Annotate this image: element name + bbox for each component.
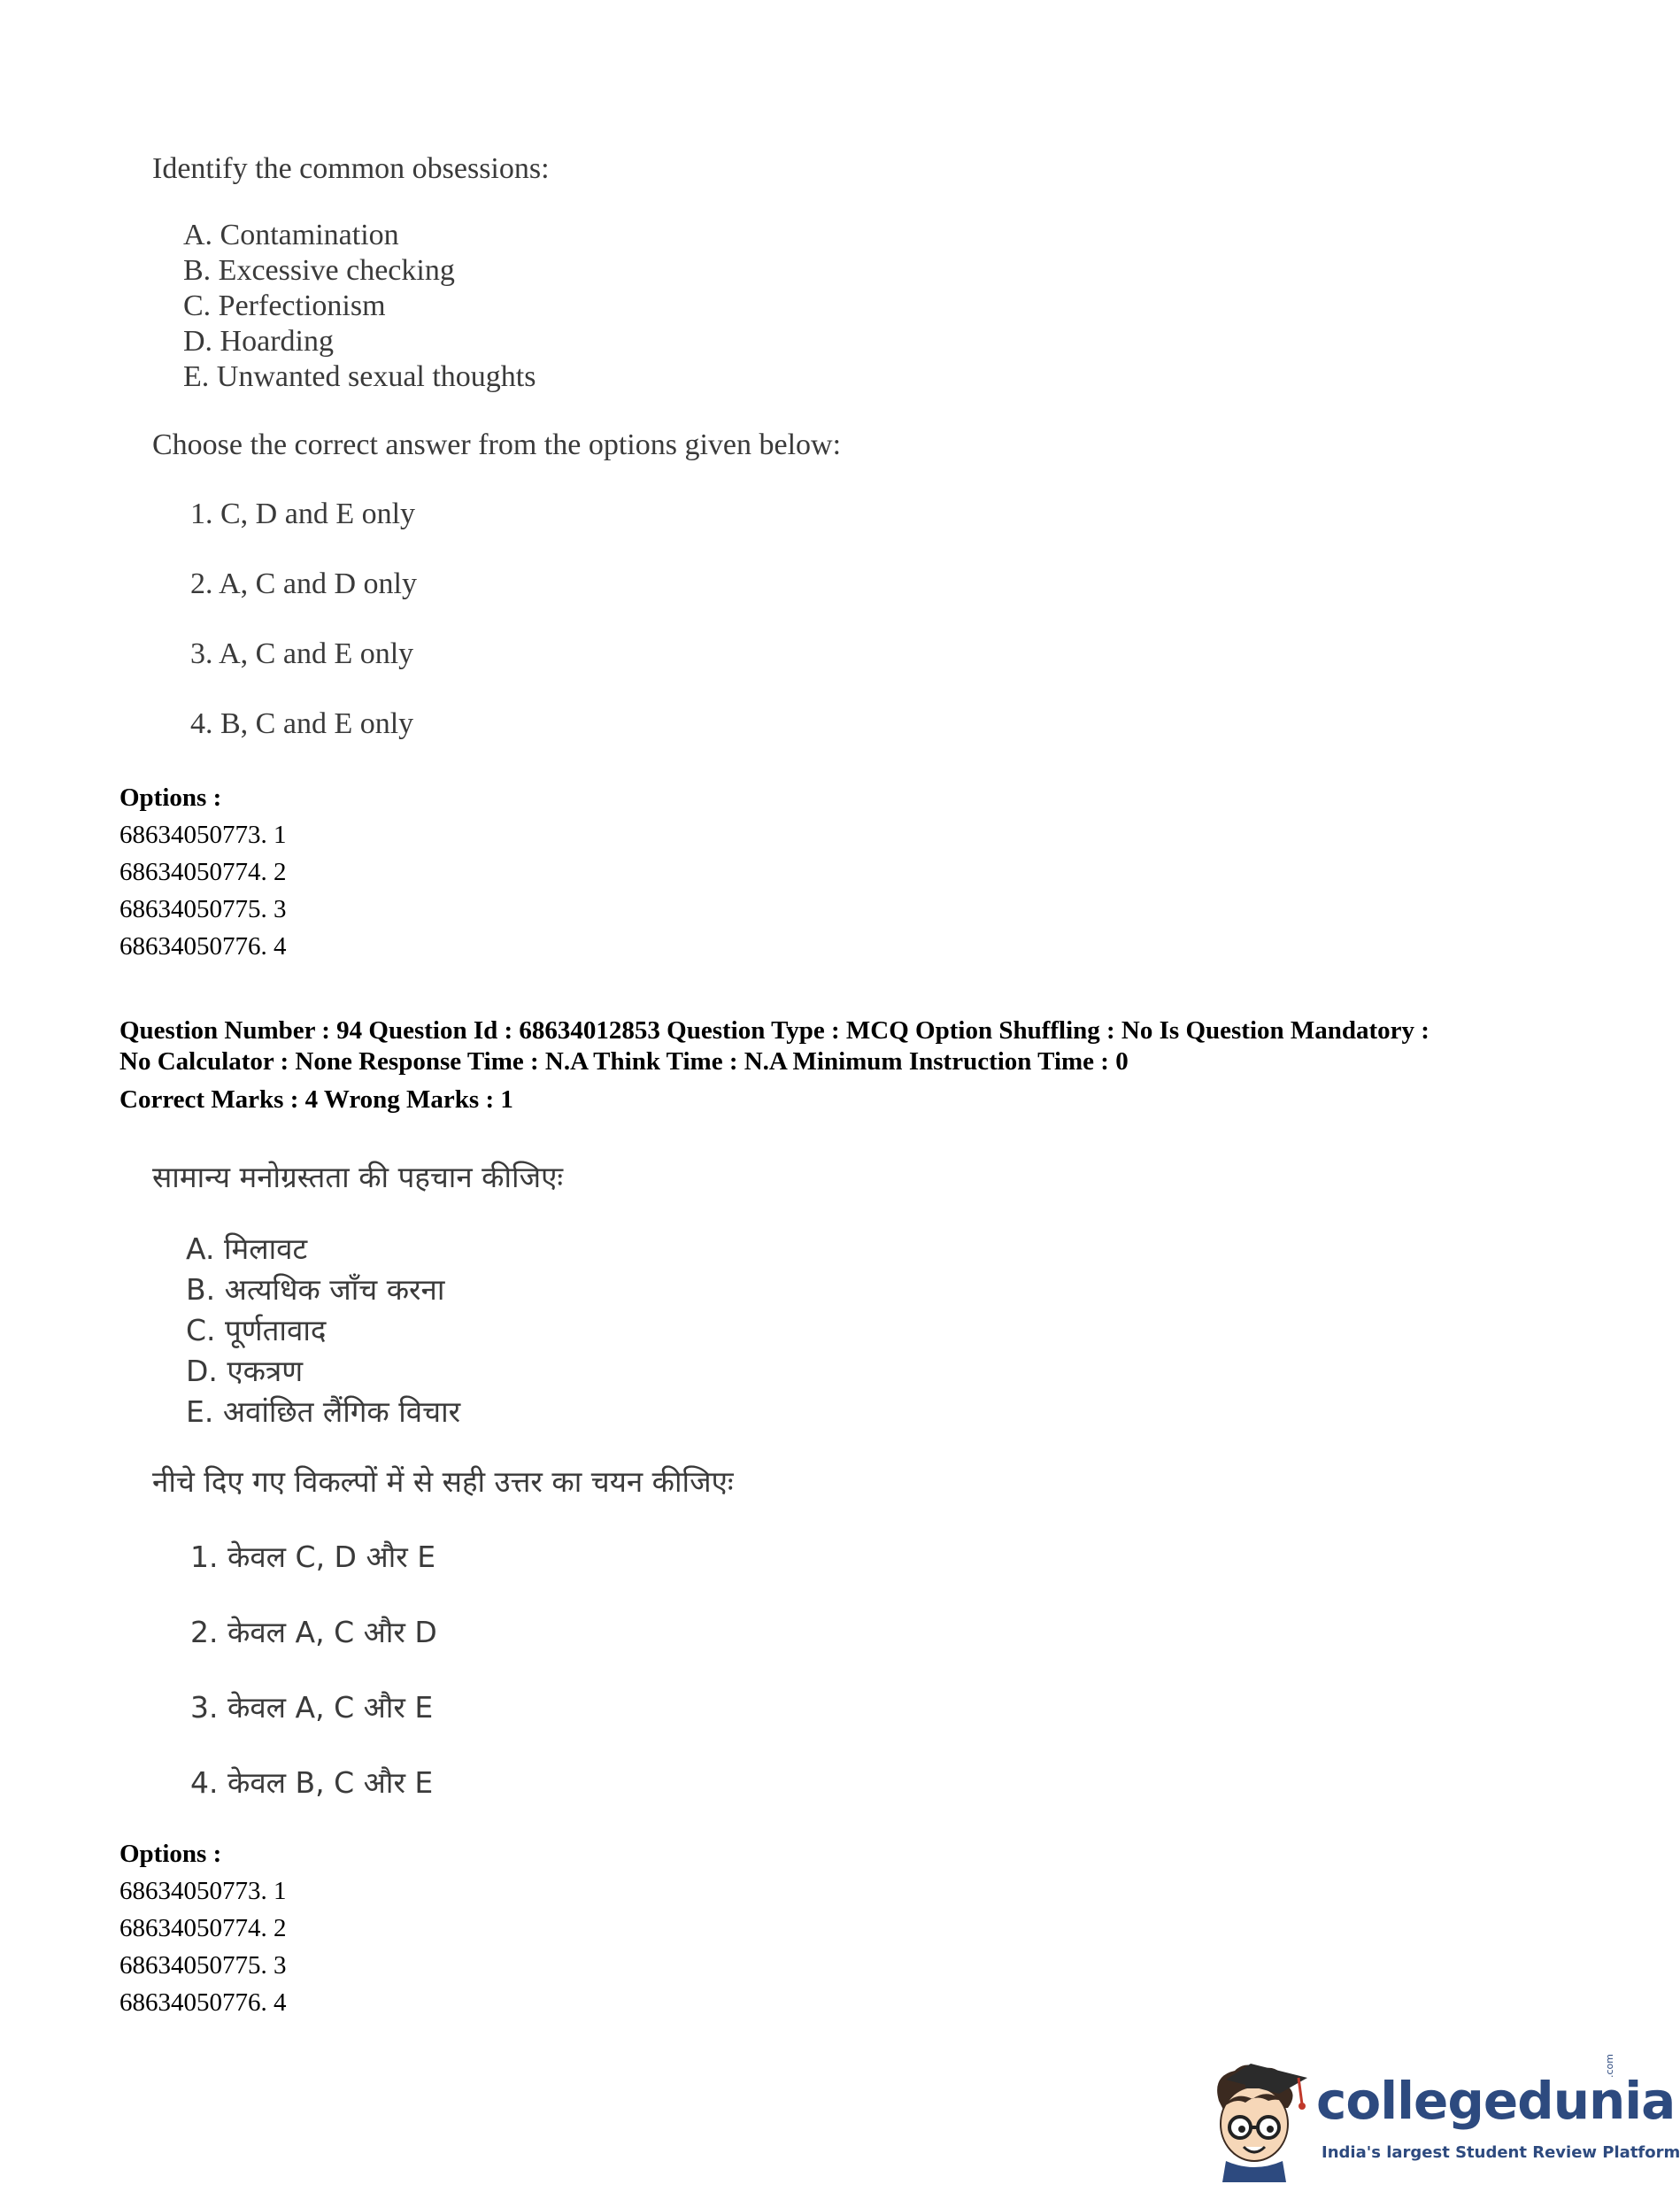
q93-choice-1: 1. C, D and E only xyxy=(190,498,416,530)
mascot-icon xyxy=(1199,2058,1314,2182)
q94-option-line: 68634050773. 1 xyxy=(119,1877,287,1905)
q94-instruction: नीचे दिए गए विकल्पों में से सही उत्तर का चयन कीजिएः xyxy=(152,1464,734,1499)
collegedunia-logo xyxy=(1199,2054,1680,2182)
q94-option-line: 68634050774. 2 xyxy=(119,1914,287,1942)
q94-prompt: सामान्य मनोग्रस्तता की पहचान कीजिएः xyxy=(152,1160,563,1194)
q93-choice-4: 4. B, C and E only xyxy=(190,707,414,740)
q94-choice-4: 4. केवल B, C और E xyxy=(190,1765,434,1800)
q93-option-line: 68634050773. 1 xyxy=(119,821,287,849)
q94-choice-2: 2. केवल A, C और D xyxy=(190,1615,437,1649)
q94-option-line: 68634050775. 3 xyxy=(119,1951,287,1980)
q94-option-line: 68634050776. 4 xyxy=(119,1988,287,2017)
logo-wordmark: collegedunia xyxy=(1316,2071,1676,2131)
q93-prompt: Identify the common obsessions: xyxy=(152,152,550,185)
q94-options-heading: Options : xyxy=(119,1840,222,1868)
q93-item-d: D. Hoarding xyxy=(183,325,334,358)
q94-item-a: A. मिलावट xyxy=(186,1231,308,1266)
q94-item-b: B. अत्यधिक जाँच करना xyxy=(186,1272,445,1307)
q94-item-c: C. पूर्णतावाद xyxy=(186,1313,327,1347)
q93-option-line: 68634050774. 2 xyxy=(119,858,287,886)
q93-item-b: B. Excessive checking xyxy=(183,254,455,287)
q94-item-d: D. एकत्रण xyxy=(186,1354,304,1388)
q93-choice-2: 2. A, C and D only xyxy=(190,567,417,600)
q93-item-e: E. Unwanted sexual thoughts xyxy=(183,360,536,393)
q93-choice-3: 3. A, C and E only xyxy=(190,637,414,670)
q93-item-c: C. Perfectionism xyxy=(183,289,386,322)
q93-instruction: Choose the correct answer from the options given below: xyxy=(152,428,842,461)
q94-item-e: E. अवांछित लैंगिक विचार xyxy=(186,1394,461,1429)
q93-item-a: A. Contamination xyxy=(183,219,399,251)
q93-options-heading: Options : xyxy=(119,783,222,812)
q94-marks-line: Correct Marks : 4 Wrong Marks : 1 xyxy=(119,1085,513,1114)
q94-meta-line-1: Question Number : 94 Question Id : 68634012853 Question Type : MCQ Option Shuffling : No Is Question Mandatory : xyxy=(119,1016,1430,1045)
q93-option-line: 68634050775. 3 xyxy=(119,895,287,923)
q94-choice-1: 1. केवल C, D और E xyxy=(190,1540,436,1574)
logo-tagline: India's largest Student Review Platform xyxy=(1322,2143,1680,2162)
q93-option-line: 68634050776. 4 xyxy=(119,932,287,961)
q94-meta-line-2: No Calculator : None Response Time : N.A Think Time : N.A Minimum Instruction Time : 0 xyxy=(119,1047,1129,1076)
logo-com: .com xyxy=(1604,2054,1615,2078)
q94-choice-3: 3. केवल A, C और E xyxy=(190,1690,434,1725)
